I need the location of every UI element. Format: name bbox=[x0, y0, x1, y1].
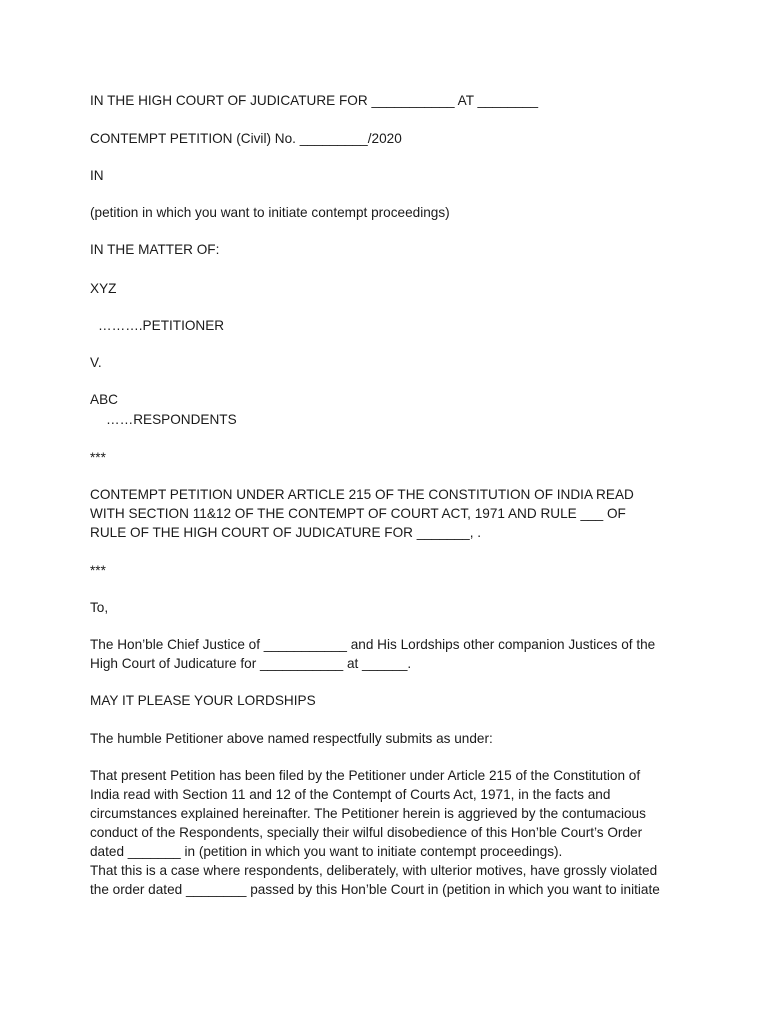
title-line: CONTEMPT PETITION UNDER ARTICLE 215 OF THE CONSTITUTION OF INDIA READ bbox=[90, 487, 634, 502]
petitioner-name: XYZ bbox=[90, 281, 117, 296]
respondent-name: ABC bbox=[90, 392, 118, 407]
versus: V. bbox=[90, 355, 102, 370]
original-petition-note: (petition in which you want to initiate contempt proceedings) bbox=[90, 205, 450, 220]
body-line: That this is a case where respondents, deliberately, with ulterior motives, have grossly violated bbox=[90, 863, 658, 878]
respondent-label: ……RESPONDENTS bbox=[106, 412, 237, 427]
body-line: That present Petition has been filed by the Petitioner under Article 215 of the Constitution of bbox=[90, 768, 641, 783]
salutation: MAY IT PLEASE YOUR LORDSHIPS bbox=[90, 693, 316, 708]
in-the-matter-of: IN THE MATTER OF: bbox=[90, 242, 220, 257]
addressee bbox=[90, 635, 690, 673]
body-line: the order dated ________ passed by this Hon’ble Court in (petition in which you want to initiate bbox=[90, 882, 660, 897]
body-line: dated _______ in (petition in which you want to initiate contempt proceedings). bbox=[90, 844, 563, 859]
addressee-line: The Hon’ble Chief Justice of ___________ and His Lordships other companion Justices of the bbox=[90, 637, 656, 652]
court-heading: IN THE HIGH COURT OF JUDICATURE FOR ___________ AT ________ bbox=[90, 93, 539, 108]
title-line: WITH SECTION 11&12 OF THE CONTEMPT OF COURT ACT, 1971 AND RULE ___ OF bbox=[90, 506, 626, 521]
body-paragraphs bbox=[90, 766, 690, 899]
submission-intro: The humble Petitioner above named respectfully submits as under: bbox=[90, 731, 493, 746]
petitioner-label: ……….PETITIONER bbox=[98, 318, 225, 333]
in-label: IN bbox=[90, 168, 104, 183]
separator-1: *** bbox=[90, 450, 106, 465]
title-line: RULE OF THE HIGH COURT OF JUDICATURE FOR _______, . bbox=[90, 525, 482, 540]
body-line: conduct of the Respondents, specially their wilful disobedience of this Hon’ble Court’s Order bbox=[90, 825, 643, 840]
addressee-line: High Court of Judicature for ___________ at ______. bbox=[90, 656, 412, 671]
to-label: To, bbox=[90, 600, 109, 615]
separator-2: *** bbox=[90, 563, 106, 578]
body-line: circumstances explained hereinafter. The Petitioner herein is aggrieved by the contumacious bbox=[90, 806, 646, 821]
body-line: India read with Section 11 and 12 of the Contempt of Courts Act, 1971, in the facts and bbox=[90, 787, 611, 802]
petition-number: CONTEMPT PETITION (Civil) No. _________/2020 bbox=[90, 131, 402, 146]
petition-title bbox=[90, 485, 690, 542]
